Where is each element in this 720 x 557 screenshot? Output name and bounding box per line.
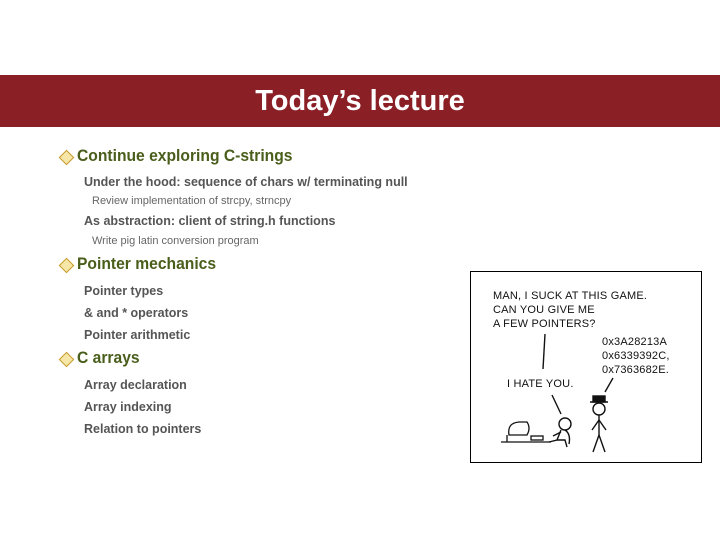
section-heading-pointers: Pointer mechanics (77, 254, 217, 273)
outline-item: Under the hood: sequence of chars w/ terminating null (84, 175, 408, 189)
comic-reply-line: 0x3A28213A (602, 336, 667, 348)
speech-tail (605, 378, 613, 392)
comic-speech-line: A FEW POINTERS? (493, 318, 596, 330)
bullet-diamond-icon (59, 352, 75, 368)
comic-reply-line: 0x7363682E. (602, 364, 670, 376)
outline-subitem: Review implementation of strcpy, strncpy (92, 195, 292, 207)
speech-tail (552, 395, 561, 414)
outline-item: Pointer types (84, 284, 164, 298)
section-heading-arrays: C arrays (77, 348, 140, 367)
bullet-diamond-icon (59, 258, 75, 274)
comic-reply-line: 0x6339392C, (602, 350, 670, 362)
comic-retort: I HATE YOU. (507, 378, 574, 390)
standing-figure-drawing (590, 396, 608, 452)
outline-item: As abstraction: client of string.h functions (84, 214, 336, 228)
outline-subitem: Write pig latin conversion program (92, 235, 259, 247)
speech-tail (543, 334, 545, 369)
bullet-diamond-icon (59, 150, 75, 166)
outline-item: Pointer arithmetic (84, 328, 191, 342)
outline-item: Relation to pointers (84, 422, 202, 436)
outline-item: Array indexing (84, 400, 172, 414)
comic-panel (470, 271, 702, 463)
seated-figure-drawing (549, 418, 571, 447)
outline-item: & and * operators (84, 306, 189, 320)
slide-title: Today’s lecture (255, 84, 465, 117)
comic-speech-line: MAN, I SUCK AT THIS GAME. (493, 290, 648, 302)
section-heading-cstrings: Continue exploring C-strings (77, 146, 293, 165)
computer-drawing (501, 422, 551, 442)
outline-item: Array declaration (84, 378, 187, 392)
comic-speech-line: CAN YOU GIVE ME (493, 304, 595, 316)
